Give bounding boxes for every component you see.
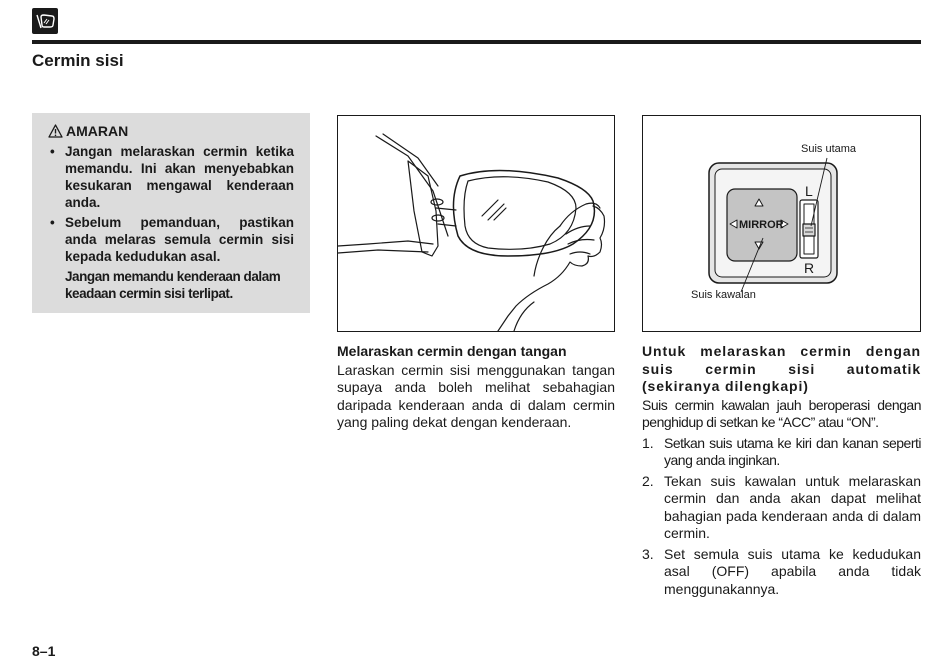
main-switch-callout: Suis utama [801,143,857,155]
step-number: 1. [642,434,654,451]
warning-note: Jangan memandu kenderaan dalam keadaan cermin sisi terlipat. [65,269,281,301]
warning-item: • Jangan melaraskan cermin ketika memandu. Ini akan menyebabkan kesukaran mengawal kenderaan anda. [48,143,294,211]
manual-adjust-heading: Melaraskan cermin dengan tangan [337,343,567,359]
auto-adjust-steps [642,435,921,599]
manual-adjust-body: Laraskan cermin sisi menggunakan tangan supaya anda boleh melihat sebahagian daripada kenderaan anda di dalam cermin yang paling dekat dengan kenderaan. [337,361,615,430]
switch-label: MIRROR [739,219,784,231]
step-item [642,546,921,599]
auto-adjust-section [642,343,921,601]
warning-item: • Sebelum pemanduan, pastikan anda melaras semula cermin sisi kepada kedudukan asal. [48,214,294,265]
warning-triangle-icon [48,124,63,138]
page-number: 8–1 [32,643,56,659]
auto-adjust-heading: Untuk melaraskan cermin dengan suis cermin sisi automatik (sekiranya dilengkapi) [642,343,921,394]
mirror-switch-illustration [642,115,921,332]
step-text: Setkan suis utama ke kiri dan kanan seperti yang anda inginkan. [664,434,921,468]
manual-adjust-section [337,343,615,432]
step-item [642,473,921,543]
side-mirror-icon [32,8,58,34]
manual-mirror-illustration [337,115,615,332]
header-rule [32,40,921,44]
right-indicator: R [804,260,815,276]
step-number: 2. [642,472,654,489]
control-switch-callout: Suis kawalan [691,289,756,301]
warning-heading [48,123,294,139]
page-title: Cermin sisi [32,51,124,70]
left-indicator: L [805,183,813,199]
step-number: 3. [642,545,654,562]
step-text: Tekan suis kawalan untuk melaraskan cermin dan anda akan dapat melihat bahagian pada kenderaan anda di dalam cermin. [664,472,921,541]
step-item [642,435,921,470]
warning-list [48,143,294,265]
warning-title: AMARAN [66,123,129,139]
step-text: Set semula suis utama ke kedudukan asal (OFF) apabila anda tidak menggunakannya. [664,545,921,597]
warning-box [32,113,310,313]
auto-adjust-intro: Suis cermin kawalan jauh beroperasi dengan penghidup di setkan ke “ACC” atau “ON”. [642,396,921,430]
